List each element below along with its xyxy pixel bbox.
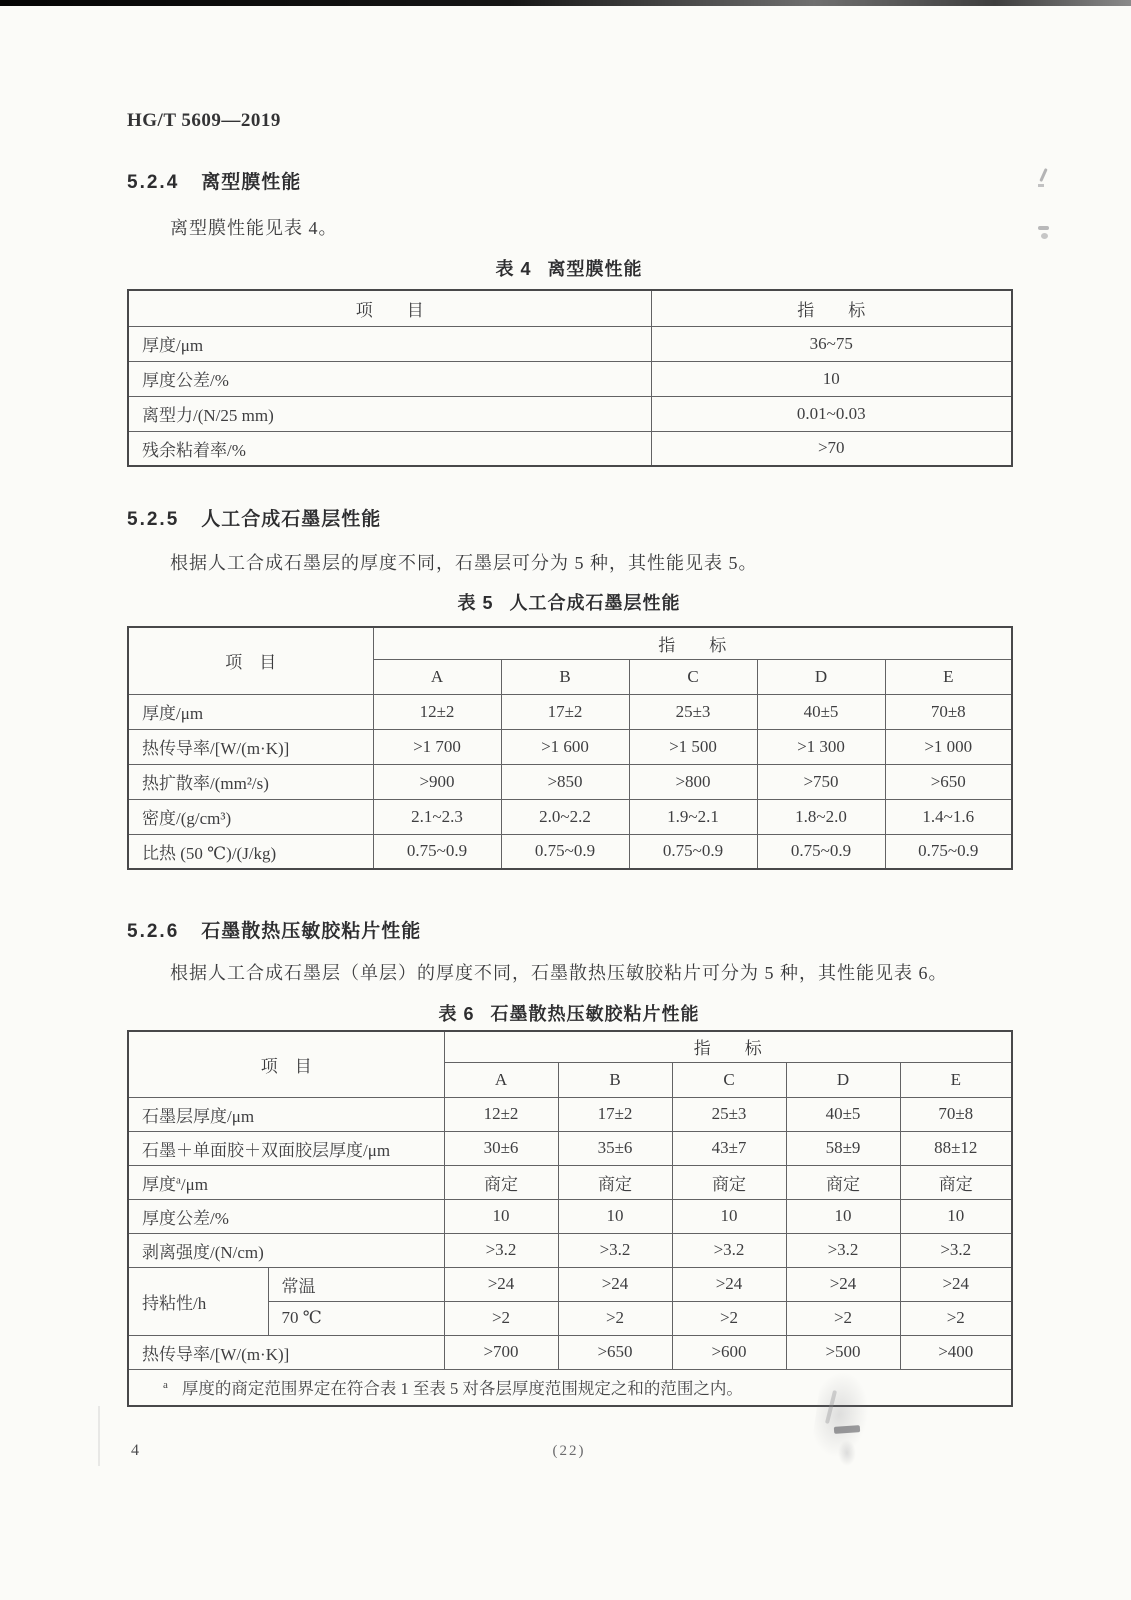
cell-value: >2 (444, 1301, 558, 1335)
cell-value: 35±6 (558, 1131, 672, 1165)
table-row (128, 764, 1012, 799)
page-number: 4 (131, 1442, 139, 1459)
section-title: 石墨散热压敏胶粘片性能 (201, 921, 422, 942)
cell-value: >900 (373, 764, 501, 799)
cell-value: 36~75 (651, 326, 1012, 361)
cell-value: >24 (900, 1267, 1012, 1301)
cell-value: 17±2 (558, 1097, 672, 1131)
section-heading-526 (127, 916, 421, 943)
cell-value: >1 700 (373, 729, 501, 764)
scan-speck (1039, 168, 1047, 182)
cell-value: 12±2 (373, 694, 501, 729)
cell-label: 残余粘着率/% (128, 431, 651, 466)
table6-caption-label: 表 6 (438, 1004, 475, 1024)
table-row (128, 1267, 1012, 1301)
table6 (127, 1030, 1013, 1407)
paragraph-524: 离型膜性能见表 4。 (170, 218, 338, 238)
cell-value: 43±7 (672, 1131, 786, 1165)
cell-value: 2.0~2.2 (501, 799, 629, 834)
label-text: 厚度 (142, 1174, 176, 1194)
table-row (128, 1131, 1012, 1165)
cell-label: 比热 (50 ℃)/(J/kg) (128, 834, 373, 869)
table5-caption (127, 589, 1011, 615)
cell-value: >650 (885, 764, 1012, 799)
table-row (128, 627, 1012, 659)
cell-label (128, 1165, 444, 1199)
cell-label-tack: 持粘性/h (128, 1267, 268, 1335)
table6-caption (127, 1000, 1011, 1026)
table-row (128, 1335, 1012, 1369)
cell-value: 0.75~0.9 (885, 834, 1012, 869)
cell-value: >500 (786, 1335, 900, 1369)
cell-value: >600 (672, 1335, 786, 1369)
cell-value: >1 300 (757, 729, 885, 764)
cell-value: 1.9~2.1 (629, 799, 757, 834)
cell-value: 2.1~2.3 (373, 799, 501, 834)
cell-value: 商定 (786, 1165, 900, 1199)
scan-speck (1038, 184, 1044, 187)
grade-header: E (900, 1062, 1012, 1097)
cell-value: >750 (757, 764, 885, 799)
table4-caption-title: 离型膜性能 (547, 259, 643, 279)
cell-value: 70±8 (885, 694, 1012, 729)
cell-label: 密度/(g/cm³) (128, 799, 373, 834)
cell-label: 热传导率/[W/(m·K)] (128, 1335, 444, 1369)
grade-header: A (373, 659, 501, 694)
table-row (128, 1031, 1012, 1062)
table-row (128, 799, 1012, 834)
table-row (128, 361, 1012, 396)
cell-value: >3.2 (558, 1233, 672, 1267)
grade-header: C (629, 659, 757, 694)
cell-value: 88±12 (900, 1131, 1012, 1165)
section-heading-524 (127, 167, 301, 194)
grade-header: A (444, 1062, 558, 1097)
cell-value: 0.75~0.9 (501, 834, 629, 869)
cell-value: 40±5 (757, 694, 885, 729)
cell-value: 商定 (900, 1165, 1012, 1199)
grade-header: E (885, 659, 1012, 694)
cell-value: >24 (786, 1267, 900, 1301)
col-header-item: 项 目 (128, 1031, 444, 1097)
cell-value: >850 (501, 764, 629, 799)
cell-value: >2 (558, 1301, 672, 1335)
cell-value: 10 (900, 1199, 1012, 1233)
sheet-number: (22) (552, 1443, 586, 1459)
cell-value: >700 (444, 1335, 558, 1369)
cell-value: >1 500 (629, 729, 757, 764)
cell-value: 40±5 (786, 1097, 900, 1131)
section-number: 5.2.5 (127, 509, 180, 530)
section-heading-525 (127, 504, 381, 531)
scan-crease (98, 1406, 100, 1466)
cell-value: >24 (672, 1267, 786, 1301)
cell-value: 10 (444, 1199, 558, 1233)
section-number: 5.2.4 (127, 172, 180, 193)
cell-value: >3.2 (900, 1233, 1012, 1267)
table5-caption-title: 人工合成石墨层性能 (509, 593, 681, 613)
cell-value: >2 (786, 1301, 900, 1335)
table-footnote (128, 1369, 1012, 1406)
cell-value: >3.2 (672, 1233, 786, 1267)
cell-label: 厚度/μm (128, 326, 651, 361)
cell-value: 商定 (444, 1165, 558, 1199)
cell-value: 1.8~2.0 (757, 799, 885, 834)
footnote-text: 厚度的商定范围界定在符合表 1 至表 5 对各层厚度范围规定之和的范围之内。 (181, 1379, 743, 1399)
grade-header: D (786, 1062, 900, 1097)
label-text: /μm (180, 1174, 208, 1194)
cell-value: >1 600 (501, 729, 629, 764)
table5 (127, 626, 1013, 870)
cell-value: >650 (558, 1335, 672, 1369)
cell-label: 剥离强度/(N/cm) (128, 1233, 444, 1267)
cell-value: >24 (558, 1267, 672, 1301)
cell-value: 58±9 (786, 1131, 900, 1165)
cell-value: 商定 (558, 1165, 672, 1199)
cell-value: 0.75~0.9 (757, 834, 885, 869)
grade-header: B (558, 1062, 672, 1097)
table-row (128, 1199, 1012, 1233)
table-row (128, 1369, 1012, 1406)
cell-value: 10 (672, 1199, 786, 1233)
cell-value: 17±2 (501, 694, 629, 729)
cell-value: >70 (651, 431, 1012, 466)
table4-caption-label: 表 4 (495, 259, 532, 279)
scan-smudge (838, 1440, 856, 1466)
cell-value: >400 (900, 1335, 1012, 1369)
cell-label: 厚度公差/% (128, 361, 651, 396)
cell-value: 0.75~0.9 (629, 834, 757, 869)
cell-value: 70±8 (900, 1097, 1012, 1131)
cell-value: >800 (629, 764, 757, 799)
cell-label: 离型力/(N/25 mm) (128, 396, 651, 431)
cell-value: 0.01~0.03 (651, 396, 1012, 431)
table-row (128, 834, 1012, 869)
scan-speck (1041, 233, 1048, 239)
table6-caption-title: 石墨散热压敏胶粘片性能 (490, 1004, 700, 1024)
cell-value: >1 000 (885, 729, 1012, 764)
cell-value: 30±6 (444, 1131, 558, 1165)
scan-top-edge (0, 0, 1131, 6)
col-header-index: 指 标 (373, 627, 1012, 659)
cell-value: >2 (672, 1301, 786, 1335)
col-header-item: 项 目 (128, 627, 373, 694)
table-row (128, 431, 1012, 466)
footnote-marker: a (163, 1378, 168, 1391)
table5-caption-label: 表 5 (457, 593, 494, 613)
cell-value: >24 (444, 1267, 558, 1301)
cell-value: 商定 (672, 1165, 786, 1199)
cell-value: 12±2 (444, 1097, 558, 1131)
cell-value: >2 (900, 1301, 1012, 1335)
cell-value: 0.75~0.9 (373, 834, 501, 869)
cell-label: 热扩散率/(mm²/s) (128, 764, 373, 799)
grade-header: B (501, 659, 629, 694)
cell-value: >3.2 (786, 1233, 900, 1267)
table-row (128, 694, 1012, 729)
table-row (128, 326, 1012, 361)
cell-value: 25±3 (629, 694, 757, 729)
grade-header: D (757, 659, 885, 694)
paragraph-525: 根据人工合成石墨层的厚度不同，石墨层可分为 5 种，其性能见表 5。 (170, 553, 758, 573)
scan-speck (1038, 226, 1049, 230)
col-header-index: 指 标 (651, 290, 1012, 326)
cell-value: 1.4~1.6 (885, 799, 1012, 834)
cell-label: 厚度公差/% (128, 1199, 444, 1233)
cell-value: >3.2 (444, 1233, 558, 1267)
section-title: 人工合成石墨层性能 (201, 509, 382, 530)
cell-condition: 70 ℃ (268, 1301, 444, 1335)
cell-value: 10 (558, 1199, 672, 1233)
cell-value: 25±3 (672, 1097, 786, 1131)
cell-label: 厚度/μm (128, 694, 373, 729)
cell-value: 10 (786, 1199, 900, 1233)
table-row (128, 1097, 1012, 1131)
table-row (128, 1165, 1012, 1199)
table4 (127, 289, 1013, 467)
col-header-index: 指 标 (444, 1031, 1012, 1062)
cell-condition: 常温 (268, 1267, 444, 1301)
cell-label: 石墨＋单面胶＋双面胶层厚度/μm (128, 1131, 444, 1165)
table-row (128, 1233, 1012, 1267)
cell-label: 热传导率/[W/(m·K)] (128, 729, 373, 764)
grade-header: C (672, 1062, 786, 1097)
cell-value: 10 (651, 361, 1012, 396)
cell-label: 石墨层厚度/μm (128, 1097, 444, 1131)
table-row (128, 290, 1012, 326)
doc-number: HG/T 5609—2019 (127, 110, 281, 131)
table-row (128, 396, 1012, 431)
section-number: 5.2.6 (127, 921, 180, 942)
paragraph-526: 根据人工合成石墨层（单层）的厚度不同，石墨散热压敏胶粘片可分为 5 种，其性能见表 6。 (170, 963, 948, 983)
col-header-item: 项 目 (128, 290, 651, 326)
table4-caption (127, 255, 1011, 281)
table-row (128, 729, 1012, 764)
section-title: 离型膜性能 (201, 172, 302, 193)
footnote-ref: a (176, 1173, 181, 1186)
